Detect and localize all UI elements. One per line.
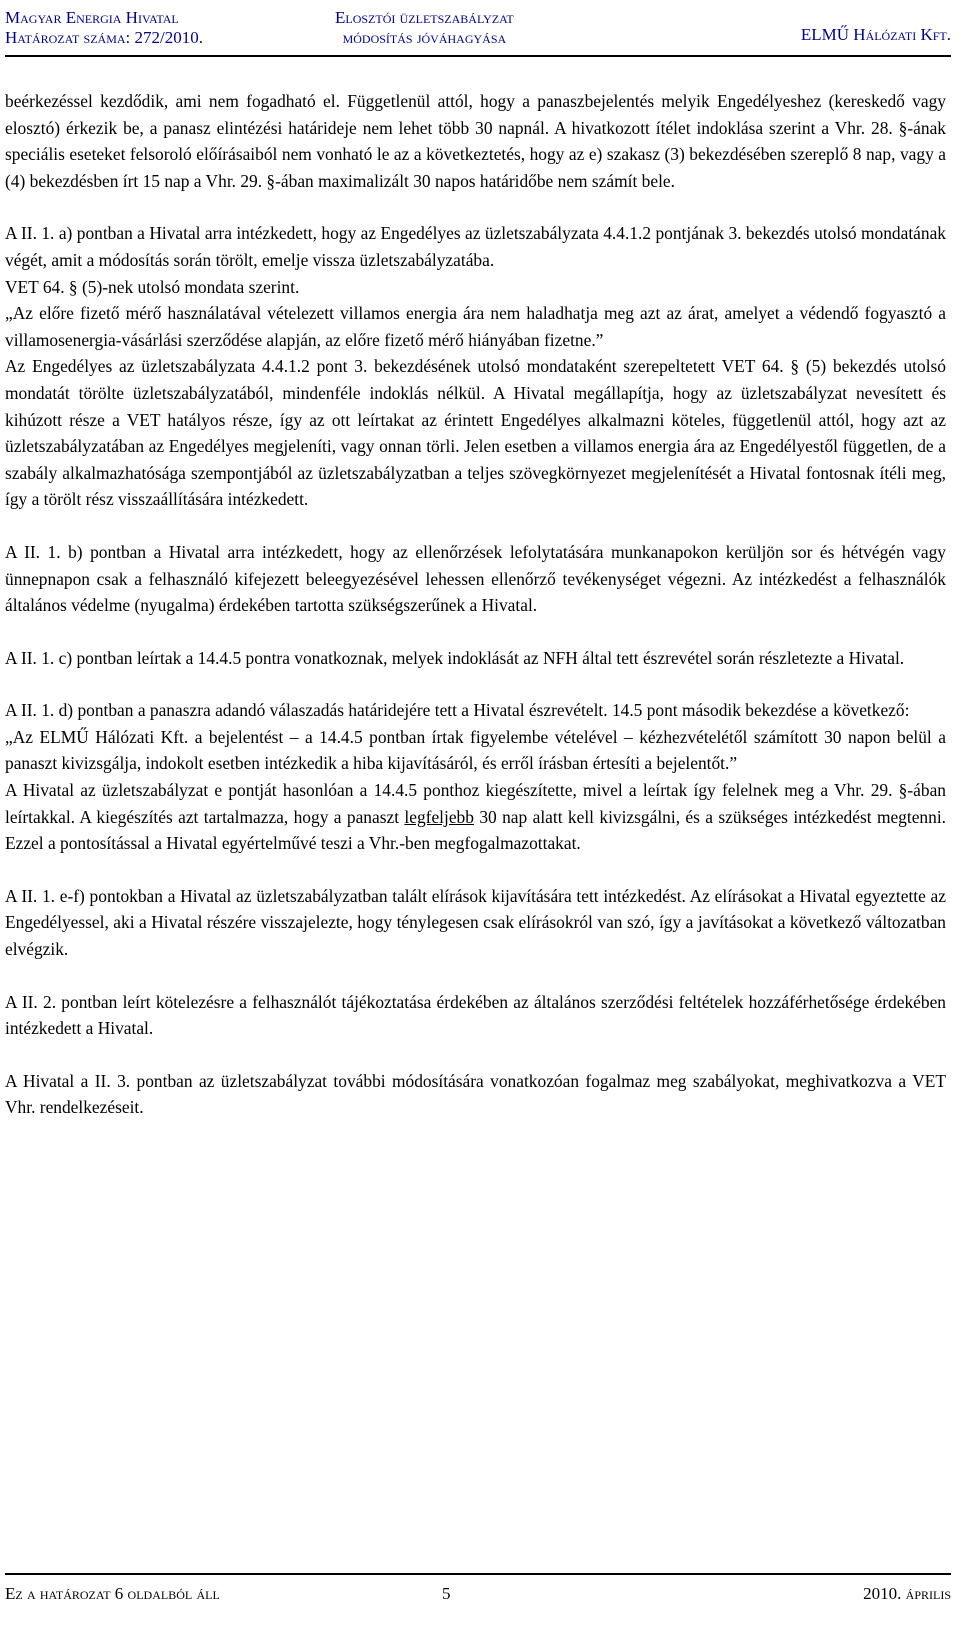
- paragraph: A II. 1. c) pontban leírtak a 14.4.5 pontra vonatkoznak, melyek indoklását az NFH által tett észrevétel során részletezte a Hivatal.: [5, 647, 905, 668]
- header-company: ELMŰ Hálózati Kft.: [800, 25, 951, 44]
- paragraph-gap: [5, 194, 946, 220]
- paragraph: A Hivatal a II. 3. pontban az üzletszabályzat további módosítására vonatkozóan fogalmaz meg szabályokat, meghivatkozva a VET Vhr. rendelkezéseit.: [5, 1070, 946, 1118]
- document-body: [5, 88, 946, 1121]
- page-header: [5, 8, 951, 60]
- page-footer: [5, 1582, 951, 1606]
- header-left: [5, 8, 203, 48]
- footer-date: 2010. április: [863, 1584, 951, 1603]
- header-divider: [5, 55, 951, 57]
- paragraph-gap: [5, 619, 946, 645]
- paragraph-gap: [5, 671, 946, 697]
- paragraph: A II. 1. b) pontban a Hivatal arra intézkedett, hogy az ellenőrzések lefolytatására munkanapokon kerüljön sor és hétvégén vagy ünnepnapon csak a felhasználó kifejezett beleegyezésével lehessen ellenőrző tevékenységet végezni. Az intézkedést a felhasználók általános védelme (nyugalma) érdekében tartotta szükségszerűnek a Hivatal.: [5, 541, 946, 616]
- paragraph-gap: [5, 1042, 946, 1068]
- paragraph: [5, 777, 946, 857]
- text-run: 30 nap alatt kell kivizsgálni, és a szükséges intézkedést megtenni. Ezzel a pontosítással a Hivatal egyértelművé teszi a Vhr.-ben megfogalmazottakat.: [5, 806, 947, 854]
- paragraph: A II. 1. e-f) pontokban a Hivatal az üzletszabályzatban talált elírások kijavítására tett intézkedést. Az elírásokat a Hivatal egyeztette az Engedélyessel, aki a Hivatal részére visszajelezte, hogy ténylegesen csak elírásokról van szó, így a javításokat a következő változatban elvégzik.: [5, 885, 946, 960]
- paragraph: Az Engedélyes az üzletszabályzata 4.4.1.2 pont 3. bekezdésének utolsó mondataként szerepeltetett VET 64. § (5) bekezdés utolsó mondatát törölte üzletszabályzatából, mindenféle indoklás nélkül. A Hivatal megállapítja, hogy az üzletszabályzat nevesített és kihúzott része a VET hatályos része, így az ott leírtakat az érintett Engedélyes alkalmazni köteles, függetlenül attól, hogy azt az üzletszabályzatában az Engedélyes megjeleníti, vagy onnan törli. Jelen esetben a villamos energia ára az Engedélyestől független, de a szabály alkalmazhatósága szempontjából az üzletszabályzatban a teljes szövegkörnyezet megjelenítését a Hivatal fontosnak ítéli meg, így a törölt rész visszaállítására intézkedett.: [5, 356, 946, 510]
- quote-paragraph: „Az ELMŰ Hálózati Kft. a bejelentést – a 14.4.5 pontban írtak figyelembe vételével – kézhezvételétől számított 30 napon belül a panaszt kivizsgálja, indokolt esetben intézkedik a hiba kijavításáról, és erről írásban értesíti a bejelentőt.”: [5, 726, 946, 774]
- underlined-text: legfeljebb: [404, 806, 474, 827]
- paragraph: A II. 1. d) pontban a panaszra adandó válaszadás határidejére tett a Hivatal észrevételt. 14.5 pont második bekezdése a következő:: [5, 700, 910, 721]
- header-middle: [335, 8, 514, 48]
- paragraph: A II. 1. a) pontban a Hivatal arra intézkedett, hogy az Engedélyes az üzletszabályzata 4.4.1.2 pontjának 3. bekezdés utolsó mondatának végét, amit a módosítás során törölt, emelje vissza üzletszabályzatába.: [5, 223, 946, 270]
- paragraph-gap: [5, 963, 946, 989]
- header-subject-detail: módosítás jóváhagyása: [342, 28, 507, 47]
- paragraph-gap: [5, 513, 946, 539]
- quote-paragraph: „Az előre fizető mérő használatával vételezett villamos energia ára nem haladhatja meg azt az árat, amelyet a védendő fogyasztó a villamosenergia-vásárlási szerződése alapján, az előre fizető mérő hiányában fizetne.”: [5, 303, 946, 350]
- paragraph-gap: [5, 857, 946, 883]
- page-number: 5: [442, 1584, 451, 1603]
- paragraph: VET 64. § (5)-nek utolsó mondata szerint.: [5, 276, 300, 297]
- header-authority: Magyar Energia Hivatal: [5, 8, 179, 27]
- paragraph: beérkezéssel kezdődik, ami nem fogadható el. Függetlenül attól, hogy a panaszbejelentés melyik Engedélyeshez (kereskedő vagy elosztó) érkezik be, a panasz elintézési határideje nem lehet több 30 napnál. A hivatkozott ítélet indoklása szerint a Vhr. 28. §-ának speciális eseteket felsoroló előírásaiból nem vonható le az a következtetés, hogy az e) szakasz (3) bekezdésében szereplő 8 nap, vagy a (4) bekezdésben írt 15 nap a Vhr. 29. §-ában maximalizált 30 napos határidőbe nem számít bele.: [5, 91, 946, 191]
- footer-page-count: Ez a határozat 6 oldalból áll: [5, 1584, 220, 1603]
- header-decision-number: Határozat száma: 272/2010.: [5, 28, 203, 47]
- paragraph: A II. 2. pontban leírt kötelezésre a felhasználót tájékoztatása érdekében az általános szerződési feltételek hozzáférhetősége érdekében intézkedett a Hivatal.: [5, 991, 946, 1039]
- header-subject: Elosztói üzletszabályzat: [335, 8, 514, 27]
- text-run: A Hivatal az üzletszabályzat e pontját hasonlóan a 14.4.5 ponthoz kiegészítette, mivel a leírtak így felelnek meg a Vhr. 29. §-ában leírtakkal. A kiegészítés azt tartalmazza, hogy a panaszt: [5, 780, 946, 827]
- footer-divider: [5, 1573, 951, 1575]
